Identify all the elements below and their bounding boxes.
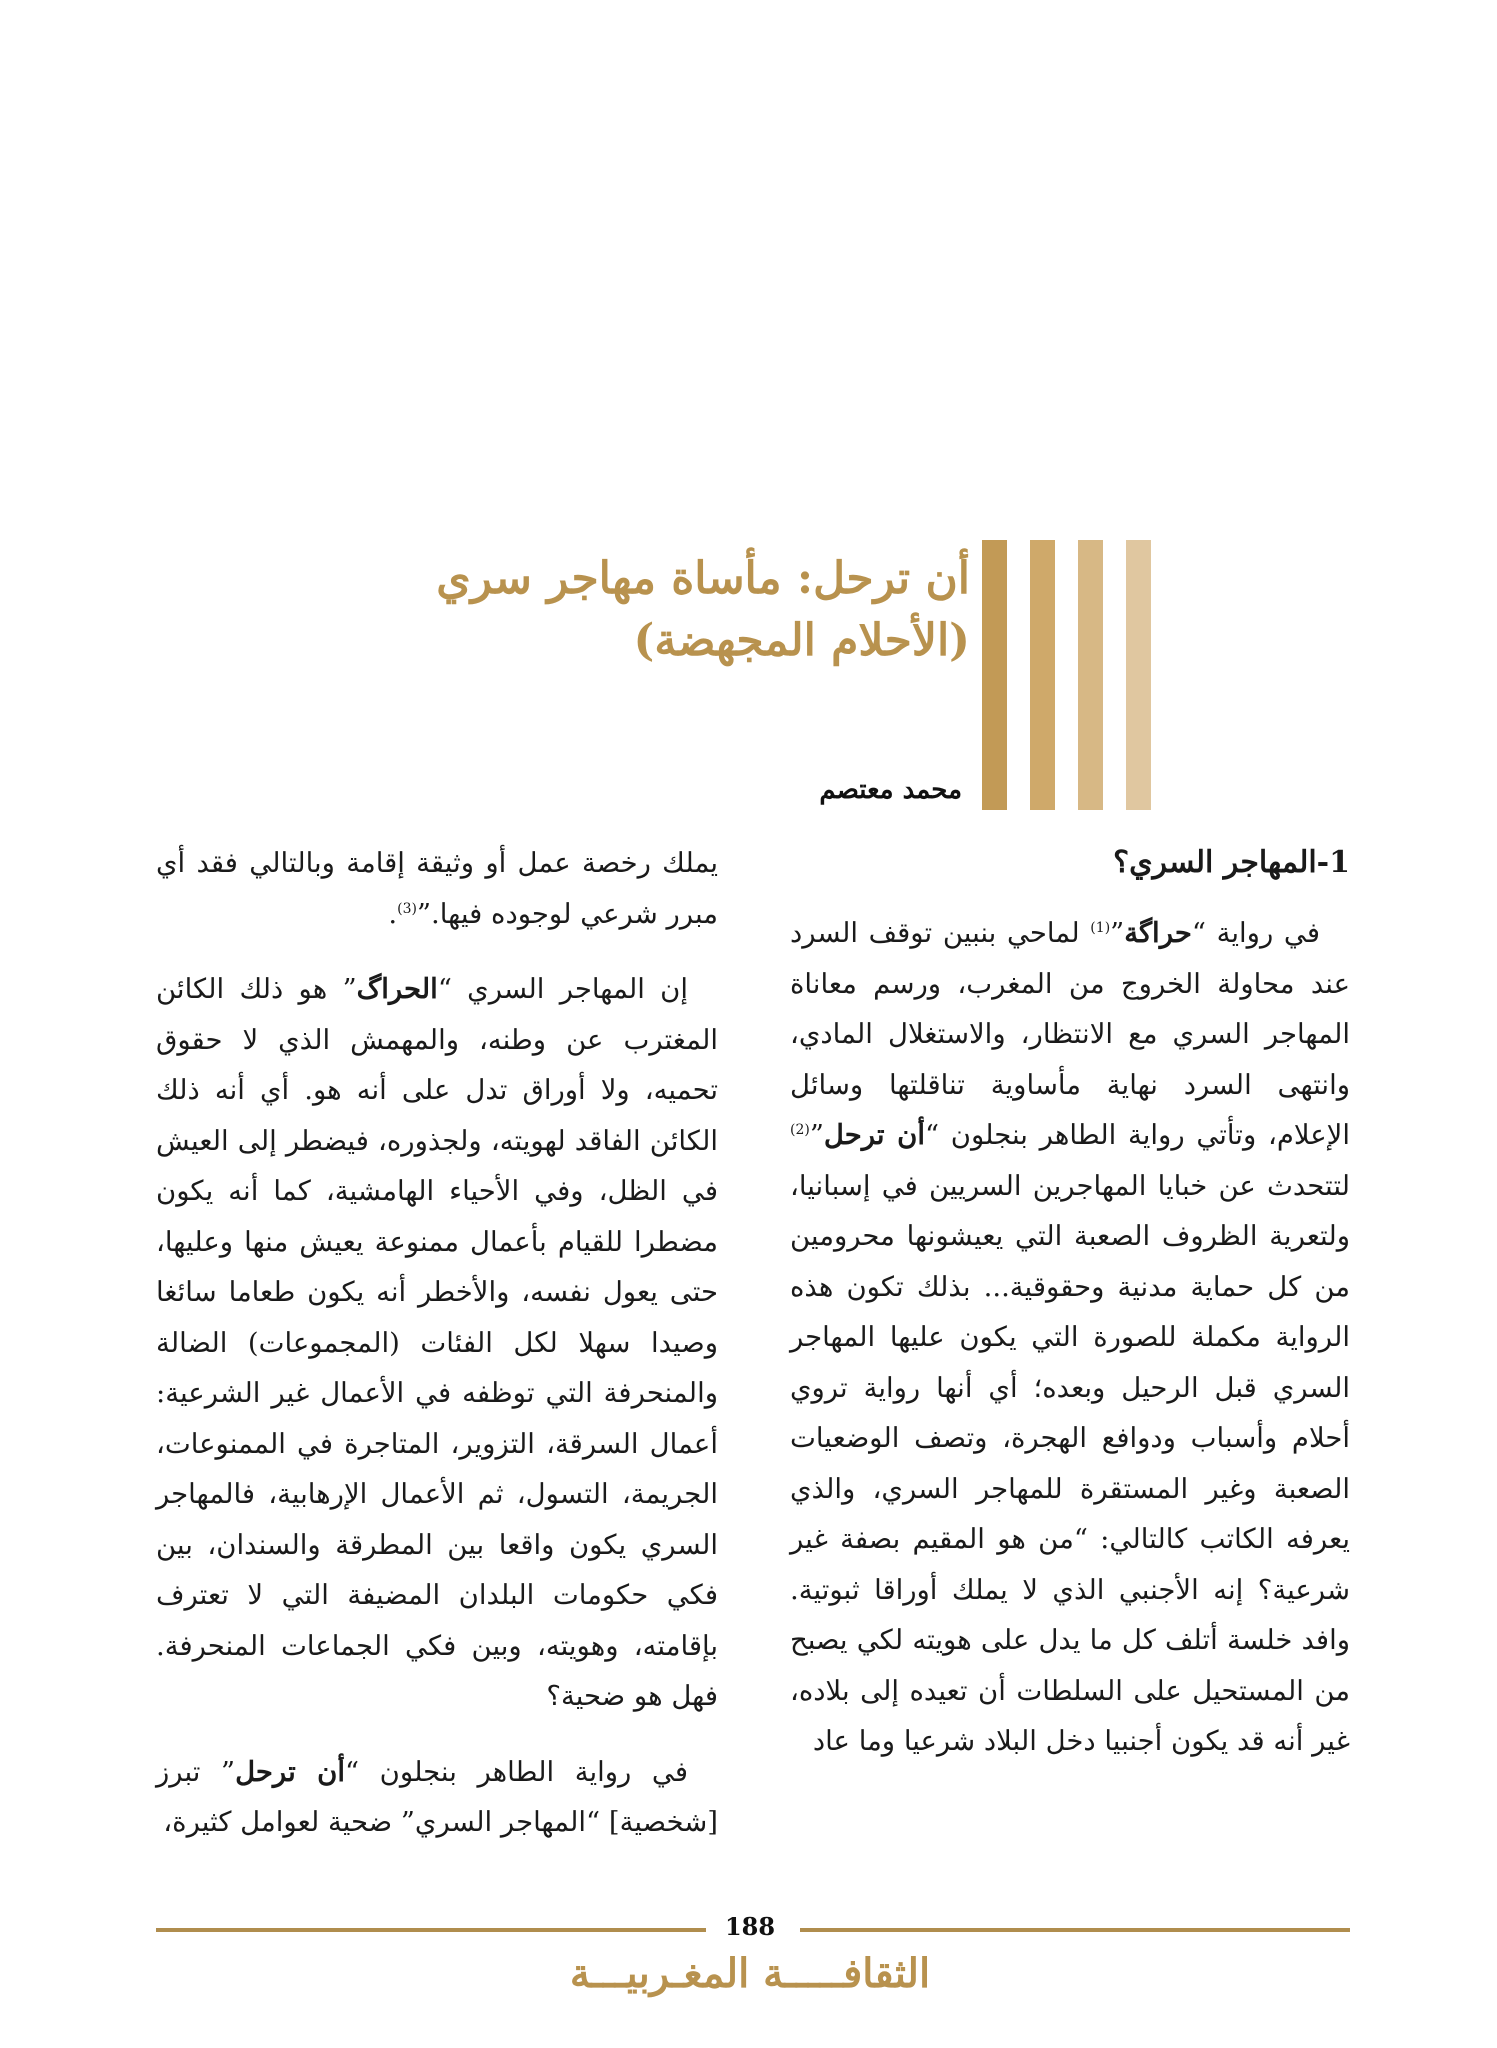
- novel-title: حراگة: [1124, 917, 1192, 949]
- article-title: [436, 548, 970, 672]
- emphasis: الحراگ: [356, 973, 438, 1005]
- text-run: ” هو ذلك الكائن المغترب عن وطنه، والمهمش الذي لا حقوق تحميه، ولا أوراق تدل على أنه هو. أي أنه ذلك الكائن الفاقد لهويته، ولجذوره، فيضطر إلى العيش في الظل، وفي الأحياء الهامشية، كما أنه يكون مضطرا للقيام بأعمال ممنوعة يعيش منها وعليها، حتى يعول نفسه، والأخطر أنه يكون طعاما سائغا وصيدا سهلا لكل الفئات (المجموعات) الضالة والمنحرفة التي توظفه في الأعمال غير الشرعية: أعمال السرقة، التزوير، المتاجرة في الممنوعات، الجريمة، التسول، ثم الأعمال الإرهابية، فالمهاجر السري يكون واقعا بين المطرقة والسندان، بين فكي حكومات البلدان المضيفة التي لا تعترف بإقامته، وهويته، وبين فكي الجماعات المنحرفة. فهل هو ضحية؟: [156, 973, 718, 1712]
- decorative-bar: [1030, 540, 1055, 810]
- decorative-bar: [1126, 540, 1151, 810]
- text-run: ”: [809, 1119, 824, 1151]
- footnote-ref[interactable]: (2): [790, 1121, 810, 1138]
- paragraph: [156, 964, 718, 1722]
- decorative-bar: [982, 540, 1007, 810]
- text-run: لتتحدث عن خبايا المهاجرين السريين في إسبانيا، ولتعرية الظروف الصعبة التي يعيشونها محرومين من كل حماية مدنية وحقوقية... بذلك تكون هذه الرواية مكملة للصورة التي يكون عليها المهاجر السري قبل الرحيل وبعده؛ أي أنها رواية تروي أحلام وأسباب ودوافع الهجرة، وتصف الوضعيات الصعبة وغير المستقرة للمهاجر السري، والذي يعرفه الكاتب كالتالي: “من هو المقيم بصفة غير شرعية؟ إنه الأجنبي الذي لا يملك أوراقا ثبوتية. وافد خلسة أتلف كل ما يدل على هويته لكي يصبح من المستحيل على السلطات أن تعيده إلى بلاده، غير أنه قد يكون أجنبيا دخل البلاد شرعيا وما عاد: [790, 1169, 1350, 1757]
- left-column: [156, 838, 718, 1873]
- section-heading: 1-المهاجر السري؟: [1113, 845, 1350, 880]
- page-number: 188: [724, 1912, 776, 1941]
- footer-rule: [800, 1928, 1350, 1932]
- text-run: لماحي بنبين توقف السرد عند محاولة الخروج من المغرب، ورسم معاناة المهاجر السري مع الانتظار، والاستغلال المادي، وانتهى السرد نهاية مأساوية تناقلتها وسائل الإعلام، وتأتي رواية الطاهر بنجلون “: [790, 917, 1350, 1151]
- subtitle-line: (الأحلام المجهضة): [633, 615, 970, 666]
- text-run: في رواية “: [1191, 917, 1320, 949]
- novel-title: أن ترحل: [823, 1119, 925, 1151]
- footnote-ref[interactable]: (1): [1090, 919, 1111, 936]
- paragraph: [790, 908, 1350, 1767]
- footer-rule: [156, 1928, 706, 1932]
- text-run: في رواية الطاهر بنجلون “: [345, 1755, 688, 1788]
- text-run: يملك رخصة عمل أو وثيقة إقامة وبالتالي فقد أي مبرر شرعي لوجوده فيها.”: [156, 847, 718, 930]
- novel-title: أن ترحل: [235, 1755, 346, 1788]
- author-name: محمد معتصم: [819, 775, 962, 805]
- decorative-bars: [982, 540, 1152, 810]
- footnote-ref[interactable]: (3): [397, 900, 417, 917]
- paragraph: [156, 838, 718, 939]
- text-run: إن المهاجر السري “: [437, 973, 688, 1005]
- decorative-bar: [1078, 540, 1103, 810]
- magazine-name: الثقافـــــة المغـربيـــة: [569, 1950, 931, 1997]
- paragraph: [156, 1747, 718, 1848]
- text-run: ”: [1110, 917, 1125, 949]
- text-run: ” تبرز [شخصية] “المهاجر السري” ضحية لعوامل كثيرة،: [156, 1755, 718, 1838]
- right-column: [790, 838, 1350, 1792]
- text-run: .: [388, 897, 398, 930]
- title-line: أن ترحل: مأساة مهاجر سري: [436, 553, 970, 604]
